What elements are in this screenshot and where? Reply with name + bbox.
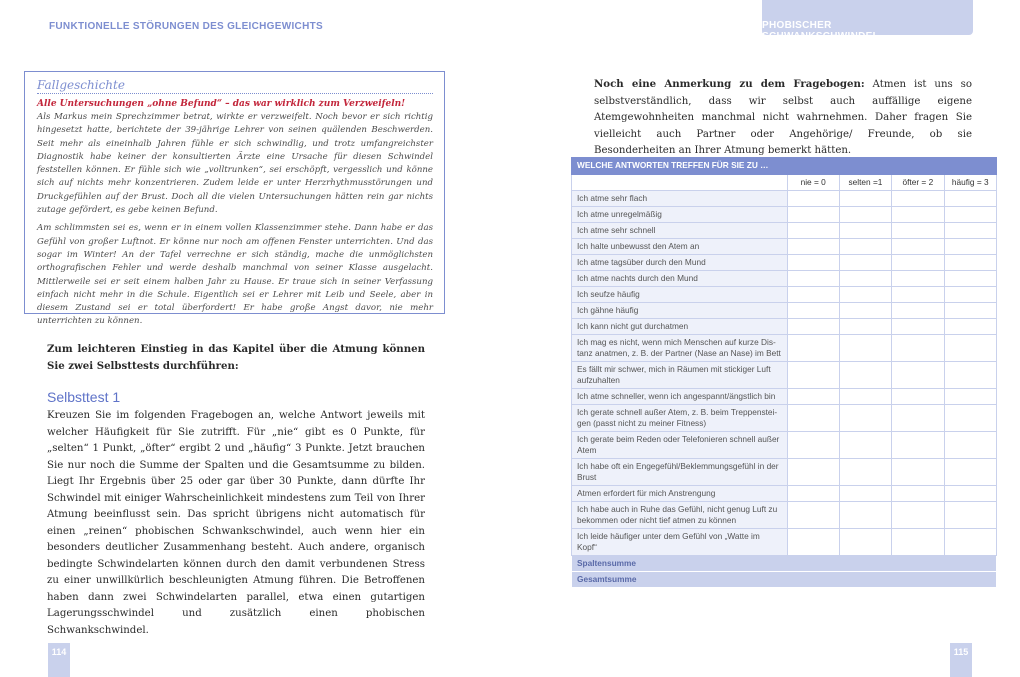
answer-cell-nie[interactable] bbox=[787, 239, 839, 255]
table-row bbox=[572, 389, 997, 405]
total-sum-row bbox=[572, 572, 997, 588]
answer-cell-selten[interactable] bbox=[839, 502, 891, 529]
answer-cell-selten[interactable] bbox=[839, 529, 891, 556]
table-row bbox=[572, 255, 997, 271]
answer-cell-haeufig[interactable] bbox=[944, 405, 997, 432]
answer-cell-oefter[interactable] bbox=[892, 486, 944, 502]
case-story-box bbox=[24, 71, 445, 327]
answer-cell-selten[interactable] bbox=[839, 239, 891, 255]
answer-cell-nie[interactable] bbox=[787, 223, 839, 239]
answer-cell-oefter[interactable] bbox=[892, 255, 944, 271]
answer-cell-nie[interactable] bbox=[787, 459, 839, 486]
answer-cell-oefter[interactable] bbox=[892, 319, 944, 335]
answer-cell-haeufig[interactable] bbox=[944, 303, 997, 319]
questionnaire-table bbox=[571, 157, 997, 588]
total-sum-row-label: Gesamtsumme bbox=[572, 572, 997, 588]
question-cell: Ich atme unregelmäßig bbox=[572, 207, 788, 223]
answer-cell-selten[interactable] bbox=[839, 405, 891, 432]
table-row bbox=[572, 223, 997, 239]
answer-cell-haeufig[interactable] bbox=[944, 207, 997, 223]
question-cell: Ich atme schneller, wenn ich angespannt/ängstlich bin bbox=[572, 389, 788, 405]
question-cell: Ich habe oft ein Engegefühl/Beklemmungsgefühl in der Brust bbox=[572, 459, 788, 486]
table-row bbox=[572, 432, 997, 459]
questionnaire-note bbox=[594, 76, 972, 160]
question-cell: Ich gähne häufig bbox=[572, 303, 788, 319]
running-header-tab bbox=[762, 0, 973, 42]
answer-cell-nie[interactable] bbox=[787, 207, 839, 223]
column-sum-row-label: Spaltensumme bbox=[572, 556, 997, 572]
column-header-oefter: öfter = 2 bbox=[892, 175, 944, 191]
answer-cell-nie[interactable] bbox=[787, 405, 839, 432]
table-row bbox=[572, 459, 997, 486]
answer-cell-selten[interactable] bbox=[839, 223, 891, 239]
answer-cell-nie[interactable] bbox=[787, 271, 839, 287]
table-row bbox=[572, 486, 997, 502]
question-cell: Ich gerate beim Reden oder Telefonieren schnell außer Atem bbox=[572, 432, 788, 459]
column-header-nie: nie = 0 bbox=[787, 175, 839, 191]
table-row bbox=[572, 362, 997, 389]
answer-cell-oefter[interactable] bbox=[892, 207, 944, 223]
table-row bbox=[572, 271, 997, 287]
answer-cell-oefter[interactable] bbox=[892, 405, 944, 432]
answer-cell-haeufig[interactable] bbox=[944, 223, 997, 239]
answer-cell-selten[interactable] bbox=[839, 255, 891, 271]
answer-cell-nie[interactable] bbox=[787, 486, 839, 502]
answer-cell-haeufig[interactable] bbox=[944, 502, 997, 529]
answer-cell-selten[interactable] bbox=[839, 287, 891, 303]
answer-cell-haeufig[interactable] bbox=[944, 319, 997, 335]
answer-cell-haeufig[interactable] bbox=[944, 271, 997, 287]
answer-cell-nie[interactable] bbox=[787, 529, 839, 556]
table-column-header-row bbox=[572, 175, 997, 191]
answer-cell-nie[interactable] bbox=[787, 389, 839, 405]
question-cell: Ich halte unbewusst den Atem an bbox=[572, 239, 788, 255]
answer-cell-oefter[interactable] bbox=[892, 502, 944, 529]
table-row bbox=[572, 207, 997, 223]
answer-cell-nie[interactable] bbox=[787, 255, 839, 271]
note-lead: Noch eine Anmerkung zu dem Fragebogen: bbox=[594, 78, 865, 90]
answer-cell-haeufig[interactable] bbox=[944, 486, 997, 502]
answer-cell-haeufig[interactable] bbox=[944, 191, 997, 207]
answer-cell-selten[interactable] bbox=[839, 389, 891, 405]
selftest-body: Kreuzen Sie im folgenden Fragebogen an, welche Antwort jeweils mit welcher Häufigkeit für Sie zutrifft. Für „nie“ gibt es 0 Punkte, für „selten“ 1 Punkt, „öfter“ ergibt 2 und „häufig“ 3 Punkte. Jetzt brauchen Sie nur noch die Summe der Spalten und die Gesamtsumme zu bilden. Liegt Ihr Ergebnis über 25 oder gar über 30 Punkte, dann dürfte Ihr Schwindel mit einiger Wahrscheinlichkeit mindestens zum Teil von Ihrer Atmung beeinflusst sein. Das spricht übrigens nicht automatisch für einen „reinen“ phobischen Schwankschwindel, auch wenn hier ein besonders deutlicher Zusammenhang besteht. Auch andere, organisch bedingte Schwindelarten können durch den damit verbundenen Stress zu einer unwillkürlich beschleunigten Atmung führen. Die Betroffenen haben dann zwei Schwindelarten parallel, etwa einen gutartigen Lagerungsschwindel und zusätzlich einen phobischen Schwankschwindel. bbox=[47, 410, 425, 636]
question-cell: Ich leide häufiger unter dem Gefühl von „Watte im Kopf“ bbox=[572, 529, 788, 556]
answer-cell-selten[interactable] bbox=[839, 271, 891, 287]
answer-cell-haeufig[interactable] bbox=[944, 239, 997, 255]
answer-cell-nie[interactable] bbox=[787, 319, 839, 335]
answer-cell-selten[interactable] bbox=[839, 303, 891, 319]
page-number-left: 114 bbox=[48, 643, 70, 677]
table-row bbox=[572, 405, 997, 432]
note-text: Atmen ist uns so selbstverständlich, dass wir selbst auch auffällige eigene Atemgewohnheiten manchmal nicht wahrnehmen. Daher fragen Sie vielleicht auch Partner oder Angehörige/ Freunde, ob sie Besonderheiten an Ihrer Atmung bemerkt hätten. bbox=[594, 79, 972, 156]
answer-cell-selten[interactable] bbox=[839, 362, 891, 389]
chapter-intro: Zum leichteren Einstieg in das Kapitel über die Atmung können Sie zwei Selbsttests durchführen: bbox=[47, 343, 425, 372]
answer-cell-nie[interactable] bbox=[787, 191, 839, 207]
answer-cell-oefter[interactable] bbox=[892, 459, 944, 486]
answer-cell-haeufig[interactable] bbox=[944, 362, 997, 389]
table-row bbox=[572, 191, 997, 207]
question-cell: Ich habe auch in Ruhe das Gefühl, nicht genug Luft zu bekommen oder nicht tief atmen zu können bbox=[572, 502, 788, 529]
answer-cell-nie[interactable] bbox=[787, 432, 839, 459]
answer-cell-oefter[interactable] bbox=[892, 303, 944, 319]
case-story-paragraph-2: Am schlimmsten sei es, wenn er in einem vollen Klassenzimmer stehe. Dann habe er das Gefühl von großer Luftnot. Er könne nur noch am offenen Fenster unterrichten. Und das sogar im Winter! An der Tafel verrechne er sich ständig, mache die unmöglichsten orthografischen Fehler und werde deshalb manchmal von seiner Klasse ausgelacht. Mittlerweile sei er seit einem halben Jahr zu Hause. Er traue sich in seiner Verfassung einfach nicht mehr in die Schule. Eigentlich sei er Lehrer mit Leib und Seele, aber in diesem Zustand sei er total überfordert! Er habe große Angst davor, nie mehr unterrichten zu können. bbox=[37, 223, 433, 327]
answer-cell-nie[interactable] bbox=[787, 287, 839, 303]
case-story-paragraph-1: Als Markus mein Sprechzimmer betrat, wirkte er verzweifelt. Noch bevor er sich richtig hingesetzt hatte, berichtete der 39-jährige Lehrer von seinen quälenden Beschwerden. Seit mehr als eineinhalb Jahren fühle er sich schwindlig, und trotz umfangreichster Diagnostik habe keiner der konsultierten Ärzte eine Ursache für diesen Schwindel feststellen können. Er fühle sich wie „volltrunken“, sei erschöpft, vergesslich und könne sich auf nichts mehr konzentrieren. Zudem leide er unter Herzrhythmusstörungen und Druckgefühlen auf der Brust. Doch all die vielen Untersuchungen hätten rein gar nichts zutage gefördert, es gebe keinen Befund. bbox=[37, 112, 433, 216]
column-header-empty bbox=[572, 175, 788, 191]
answer-cell-selten[interactable] bbox=[839, 486, 891, 502]
question-cell: Ich atme tagsüber durch den Mund bbox=[572, 255, 788, 271]
answer-cell-selten[interactable] bbox=[839, 432, 891, 459]
case-story-title: Fallgeschichte bbox=[37, 78, 433, 94]
table-row bbox=[572, 529, 997, 556]
question-cell: Ich atme nachts durch den Mund bbox=[572, 271, 788, 287]
answer-cell-haeufig[interactable] bbox=[944, 529, 997, 556]
answer-cell-oefter[interactable] bbox=[892, 223, 944, 239]
running-header-left: FUNKTIONELLE STÖRUNGEN DES GLEICHGEWICHTS bbox=[49, 21, 323, 32]
answer-cell-nie[interactable] bbox=[787, 335, 839, 362]
question-cell: Ich seufze häufig bbox=[572, 287, 788, 303]
table-row bbox=[572, 303, 997, 319]
answer-cell-nie[interactable] bbox=[787, 502, 839, 529]
answer-cell-haeufig[interactable] bbox=[944, 255, 997, 271]
table-row bbox=[572, 319, 997, 335]
answer-cell-selten[interactable] bbox=[839, 319, 891, 335]
answer-cell-selten[interactable] bbox=[839, 459, 891, 486]
answer-cell-nie[interactable] bbox=[787, 362, 839, 389]
answer-cell-oefter[interactable] bbox=[892, 287, 944, 303]
answer-cell-oefter[interactable] bbox=[892, 389, 944, 405]
column-header-haeufig: häufig = 3 bbox=[944, 175, 997, 191]
answer-cell-selten[interactable] bbox=[839, 207, 891, 223]
answer-cell-haeufig[interactable] bbox=[944, 335, 997, 362]
case-story-lead: Alle Untersuchungen „ohne Befund“ – das war wirklich zum Verzweifeln! bbox=[37, 99, 406, 109]
answer-cell-oefter[interactable] bbox=[892, 191, 944, 207]
table-title-row bbox=[572, 158, 997, 175]
table-title: WELCHE ANTWORTEN TREFFEN FÜR SIE ZU … bbox=[572, 158, 997, 175]
selftest-heading: Selbsttest 1 bbox=[47, 389, 121, 405]
column-sum-row bbox=[572, 556, 997, 572]
table-row bbox=[572, 335, 997, 362]
answer-cell-nie[interactable] bbox=[787, 303, 839, 319]
question-cell: Ich mag es nicht, wenn mich Menschen auf kurze Distanz anatmen, z. B. der Partner (Nase an Nase) im Bett bbox=[572, 335, 788, 362]
table-row bbox=[572, 287, 997, 303]
answer-cell-selten[interactable] bbox=[839, 335, 891, 362]
column-header-selten: selten =1 bbox=[839, 175, 891, 191]
question-cell: Ich atme sehr schnell bbox=[572, 223, 788, 239]
answer-cell-oefter[interactable] bbox=[892, 239, 944, 255]
answer-cell-oefter[interactable] bbox=[892, 432, 944, 459]
answer-cell-oefter[interactable] bbox=[892, 271, 944, 287]
page-number-right: 115 bbox=[950, 643, 972, 677]
answer-cell-haeufig[interactable] bbox=[944, 459, 997, 486]
question-cell: Ich gerate schnell außer Atem, z. B. beim Treppensteigen (passt nicht zu meiner Fitness) bbox=[572, 405, 788, 432]
question-cell: Atmen erfordert für mich Anstrengung bbox=[572, 486, 788, 502]
question-cell: Ich atme sehr flach bbox=[572, 191, 788, 207]
answer-cell-haeufig[interactable] bbox=[944, 432, 997, 459]
table-row bbox=[572, 239, 997, 255]
running-header-right: PHOBISCHER SCHWANKSCHWINDEL bbox=[762, 20, 880, 42]
answer-cell-oefter[interactable] bbox=[892, 335, 944, 362]
answer-cell-oefter[interactable] bbox=[892, 529, 944, 556]
answer-cell-haeufig[interactable] bbox=[944, 287, 997, 303]
question-cell: Es fällt mir schwer, mich in Räumen mit stickiger Luft aufzuhalten bbox=[572, 362, 788, 389]
answer-cell-haeufig[interactable] bbox=[944, 389, 997, 405]
answer-cell-selten[interactable] bbox=[839, 191, 891, 207]
table-row bbox=[572, 502, 997, 529]
question-cell: Ich kann nicht gut durchatmen bbox=[572, 319, 788, 335]
answer-cell-oefter[interactable] bbox=[892, 362, 944, 389]
